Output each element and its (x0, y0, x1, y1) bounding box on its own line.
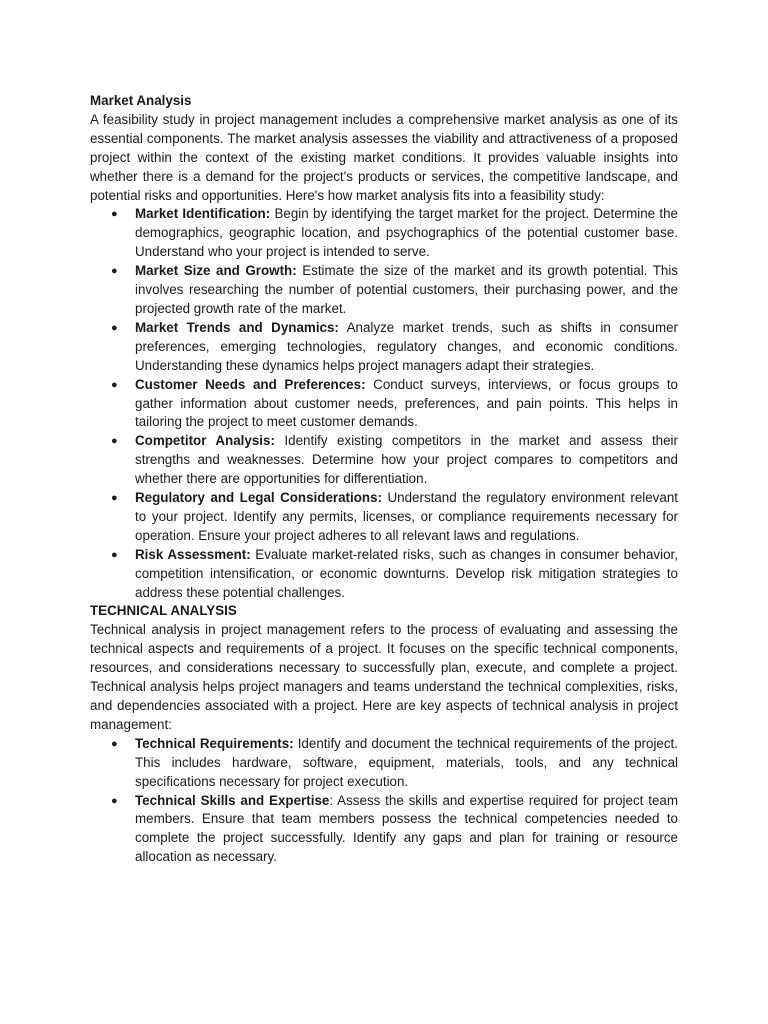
bullet-icon: ● (111, 321, 118, 334)
bullet-icon: ● (111, 737, 118, 750)
item-term: Technical Requirements: (135, 735, 294, 751)
list-item (90, 432, 678, 489)
item-text: Understand the regulatory environment relevant to your project. Identify any permits, licenses, or compliance requirements necessary for operation. Ensure your project adheres to all relevant laws and regulations. (135, 490, 678, 543)
item-text: Conduct surveys, interviews, or focus groups to gather information about customer needs, preferences, and pain points. This helps in tailoring the project to meet customer demands. (135, 376, 678, 430)
item-term: Risk Assessment: (135, 546, 251, 562)
list-item (90, 376, 678, 433)
market-analysis-list (90, 205, 678, 602)
bullet-icon: ● (111, 378, 118, 391)
list-item (90, 489, 678, 546)
bullet-icon: ● (111, 435, 118, 448)
bullet-icon: ● (111, 794, 118, 807)
item-term: Market Trends and Dynamics: (135, 319, 339, 335)
item-text: Begin by identifying the target market for the project. Determine the demographics, geographic location, and psychographics of the potential customer base. Understand who your project is intended to serve. (135, 206, 678, 260)
item-text: Evaluate market-related risks, such as changes in consumer behavior, competition intensification, or economic downturns. Develop risk mitigation strategies to address these potential challenges. (135, 546, 678, 600)
list-item (90, 792, 678, 868)
technical-analysis-list (90, 735, 678, 867)
item-text: : Assess the skills and expertise required for project team members. Ensure that team members possess the technical competencies needed to complete the project successfully. Identify any gaps and plan for training or resource allocation as necessary. (135, 792, 678, 865)
list-item (90, 735, 678, 792)
bullet-icon: ● (111, 548, 118, 561)
market-analysis-heading: Market Analysis (90, 93, 192, 108)
item-text: Analyze market trends, such as shifts in consumer preferences, emerging technologies, regulatory changes, and economic conditions. Understanding these dynamics helps project managers adapt their strategies. (135, 319, 679, 373)
item-text: Identify and document the technical requirements of the project. This includes hardware, software, equipment, materials, tools, and any technical specifications necessary for project execution. (135, 735, 678, 789)
list-item (90, 546, 678, 603)
item-term: Market Identification: (135, 206, 271, 222)
list-item (90, 319, 678, 376)
bullet-icon: ● (111, 492, 118, 505)
item-term: Regulatory and Legal Considerations: (135, 490, 383, 506)
item-term: Market Size and Growth: (135, 263, 297, 279)
technical-analysis-heading: TECHNICAL ANALYSIS (90, 603, 237, 619)
technical-analysis-intro: Technical analysis in project management refers to the process of evaluating and assessing the technical aspects and requirements of a project. It focuses on the specific technical components, resources, and considerations necessary to successfully plan, execute, and complete a project. Technical analysis helps project managers and teams understand the technical complexities, risks, and dependencies associated with a project. Here are key aspects of technical analysis in project management: (90, 622, 678, 732)
list-item (90, 205, 678, 262)
list-item (90, 262, 678, 319)
item-text: Identify existing competitors in the market and assess their strengths and weaknesses. Determine how your project compares to competitors and whether there are opportunities for differentiation. (135, 433, 678, 487)
item-term: Technical Skills and Expertise (135, 792, 330, 808)
market-analysis-intro: A feasibility study in project management includes a comprehensive market analysis as one of its essential components. The market analysis assesses the viability and attractiveness of a proposed project within the context of the existing market conditions. It provides valuable insights into whether there is a demand for the project's products or services, the competitive landscape, and potential risks and opportunities. Here's how market analysis fits into a feasibility study: (90, 111, 678, 203)
item-text: Estimate the size of the market and its growth potential. This involves researching the number of potential customers, their purchasing power, and the projected growth rate of the market. (135, 263, 678, 316)
item-term: Competitor Analysis: (135, 433, 275, 449)
item-term: Customer Needs and Preferences: (135, 376, 366, 392)
bullet-icon: ● (111, 208, 118, 221)
document-page (90, 92, 678, 867)
bullet-icon: ● (111, 265, 118, 278)
